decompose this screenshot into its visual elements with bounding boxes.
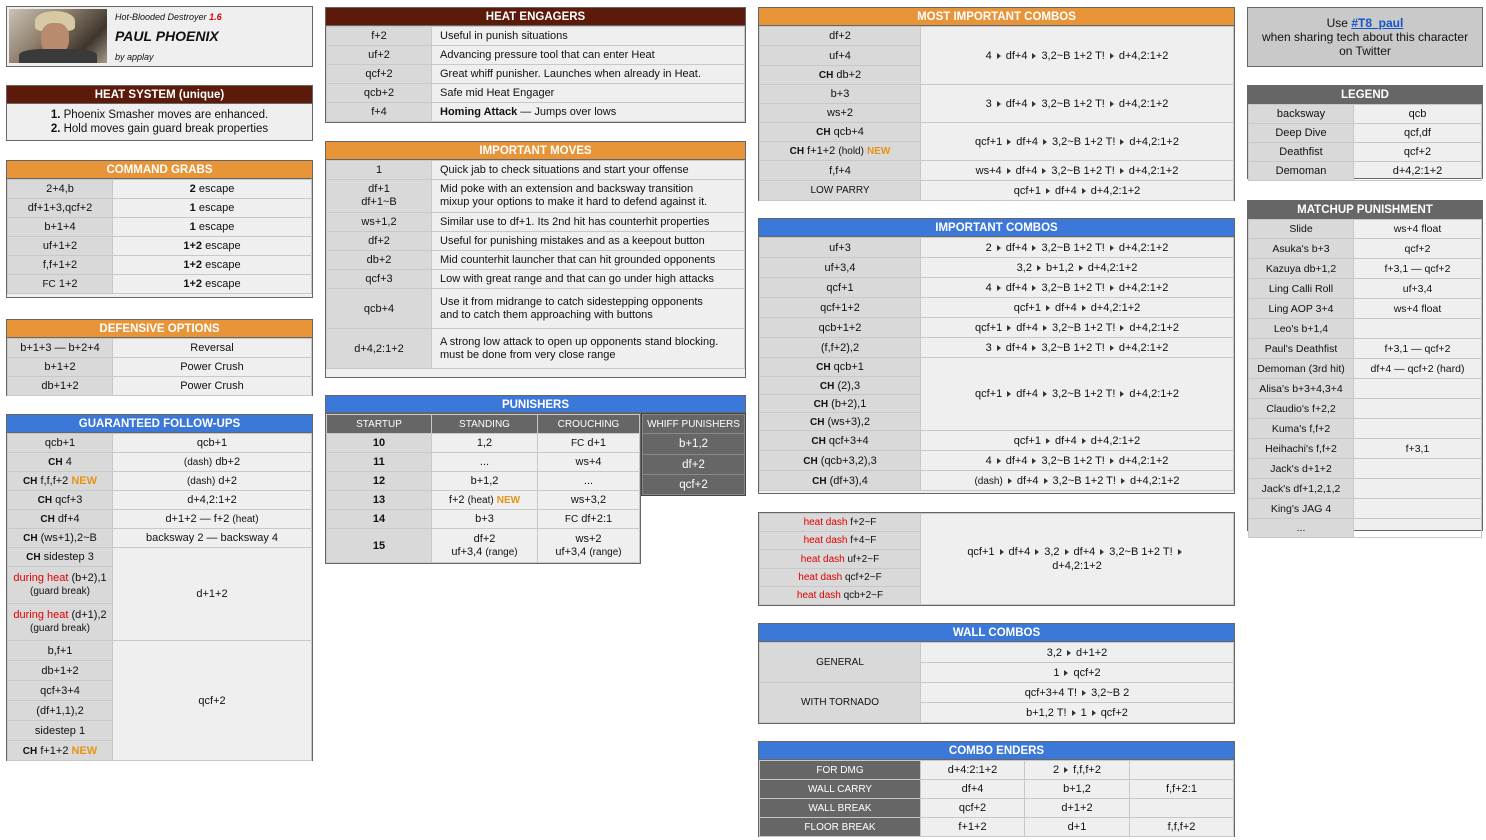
table-row: CH qcb+1 qcf+1 df+4 3,2~B 1+2 T! d+4,2:1+2 — [760, 358, 1234, 377]
heat-system-title: HEAT SYSTEM (unique) — [7, 86, 312, 104]
table-row: CH qcf+3+4 qcf+1 df+4 d+4,2:1+2 — [760, 431, 1234, 451]
table-row: qcb+4 Use it from midrange to catch sidestepping opponents and to catch them approaching with buttons — [327, 289, 745, 329]
table-row: f+2 Useful in punish situations — [327, 27, 745, 46]
table-row: CH f+1+2 (hold) NEW — [760, 142, 1234, 161]
table-row: qcf+2 — [643, 475, 745, 495]
table-row: f,f+1+2 1+2 escape — [8, 256, 312, 275]
combo-enders-title: COMBO ENDERS — [759, 742, 1234, 760]
whiff-header-row: WHIFF PUNISHERS — [643, 415, 745, 434]
most-important-combos-title: MOST IMPORTANT COMBOS — [759, 8, 1234, 26]
table-row: GENERAL 3,2 d+1+2 — [760, 643, 1234, 663]
table-row: CH qcb+4 qcf+1 df+4 3,2~B 1+2 T! d+4,2:1+2 — [760, 123, 1234, 142]
table-row: WITH TORNADO qcf+3+4 T! 3,2~B 2 — [760, 683, 1234, 703]
table-row: 1 Quick jab to check situations and start your offense — [327, 161, 745, 180]
table-row: f+4 Homing Attack — Jumps over lows — [327, 103, 745, 122]
guaranteed-followups-panel — [6, 414, 313, 761]
table-row: WALL CARRY df+4 b+1,2 f,f+2:1 — [760, 780, 1234, 799]
table-row: (df+1,1),2 — [8, 701, 312, 721]
table-row: LOW PARRY qcf+1 df+4 d+4,2:1+2 — [760, 181, 1234, 201]
author-label: by applay — [115, 52, 154, 62]
table-row: 10 1,2 FC d+1 — [327, 434, 640, 453]
heat-engagers-panel — [325, 7, 746, 123]
table-row: ws+1,2 Similar use to df+1. Its 2nd hit has counterhit properties — [327, 213, 745, 232]
table-row: qcf+1 4 df+4 3,2~B 1+2 T! d+4,2:1+2 — [760, 278, 1234, 298]
character-name: PAUL PHOENIX — [115, 28, 219, 44]
table-row: uf+1+2 1+2 escape — [8, 237, 312, 256]
table-row: (f,f+2),2 3 df+4 3,2~B 1+2 T! d+4,2:1+2 — [760, 338, 1234, 358]
table-row: Kazuya db+1,2 f+3,1 — qcf+2 — [1249, 259, 1482, 279]
table-row: Kuma's f,f+2 — [1249, 419, 1482, 439]
character-portrait — [9, 9, 107, 63]
legend-panel — [1247, 85, 1483, 179]
table-row: Ling Calli Roll uf+3,4 — [1249, 279, 1482, 299]
table-row: db+1+2 Power Crush — [8, 377, 312, 396]
heat-system-line-2: 2. Hold moves gain guard break properties — [50, 123, 269, 135]
table-row: Jack's df+1,2,1,2 — [1249, 479, 1482, 499]
table-row: df+2 — [643, 455, 745, 475]
table-row: Demoman (3rd hit) df+4 — qcf+2 (hard) — [1249, 359, 1482, 379]
table-row: CH (2),3 — [760, 377, 1234, 395]
heat-engagers-title: HEAT ENGAGERS — [326, 8, 745, 26]
table-row: FOR DMG d+4:2:1+2 2 f,f,f+2 — [760, 761, 1234, 780]
table-row: CH (ws+3),2 — [760, 413, 1234, 431]
tech-sharing-banner: Use #T8_paul when sharing tech about this character on Twitter — [1247, 7, 1483, 67]
table-row: Paul's Deathfist f+3,1 — qcf+2 — [1249, 339, 1482, 359]
combo-enders-panel — [758, 741, 1235, 837]
table-row: db+1+2 — [8, 661, 312, 681]
table-row: WALL BREAK qcf+2 d+1+2 — [760, 799, 1234, 818]
table-row: uf+3,4 3,2 b+1,2 d+4,2:1+2 — [760, 258, 1234, 278]
table-row: Asuka's b+3 qcf+2 — [1249, 239, 1482, 259]
version-label: 1.6 — [209, 12, 222, 22]
table-row: Deathfist qcf+2 — [1249, 143, 1482, 162]
heat-dash-combos-panel — [758, 512, 1235, 606]
command-grabs-title: COMMAND GRABS — [7, 161, 312, 179]
hashtag-link[interactable]: #T8_paul — [1351, 16, 1404, 30]
table-row: b,f+1 qcf+2 — [8, 641, 312, 661]
wall-combos-title: WALL COMBOS — [759, 624, 1234, 642]
table-row: Deep Dive qcf,df — [1249, 124, 1482, 143]
table-row: 14 b+3 FC df+2:1 — [327, 510, 640, 529]
table-row: qcb+1+2 qcf+1 df+4 3,2~B 1+2 T! d+4,2:1+2 — [760, 318, 1234, 338]
wall-combos-panel — [758, 623, 1235, 724]
table-row: heat dash qcb+2~F — [760, 587, 1234, 605]
table-row: Alisa's b+3+4,3+4 — [1249, 379, 1482, 399]
table-row: King's JAG 4 — [1249, 499, 1482, 519]
table-row: b+1,2 T! 1 qcf+2 — [760, 703, 1234, 723]
important-moves-panel — [325, 141, 746, 378]
table-row: b+1+2 Power Crush — [8, 358, 312, 377]
character-subtitle: Hot-Blooded Destroyer — [115, 12, 207, 22]
punishers-panel — [325, 395, 746, 568]
table-row: FC 1+2 1+2 escape — [8, 275, 312, 294]
table-row: qcf+3+4 — [8, 681, 312, 701]
defensive-options-panel — [6, 319, 313, 396]
table-row: heat dash f+4~F — [760, 532, 1234, 550]
most-important-combos-panel — [758, 7, 1235, 201]
table-row: df+2 Useful for punishing mistakes and as a keepout button — [327, 232, 745, 251]
table-row: 13 f+2 (heat) NEW ws+3,2 — [327, 491, 640, 510]
table-row: b+3 3 df+4 3,2~B 1+2 T! d+4,2:1+2 — [760, 85, 1234, 104]
followups-title: GUARANTEED FOLLOW-UPS — [7, 415, 312, 433]
table-row: CH db+2 — [760, 66, 1234, 85]
table-row: qcb+1 qcb+1 — [8, 434, 312, 453]
table-row: uf+4 — [760, 46, 1234, 66]
table-row: df+1 df+1~B Mid poke with an extension and backsway transition mixup your options to make it hard to defend against it. — [327, 180, 745, 213]
table-row: during heat (b+2),1 (guard break) — [8, 567, 312, 604]
table-row: CH f,f,f+2 NEW (dash) d+2 — [8, 472, 312, 491]
table-row: CH (b+2),1 — [760, 395, 1234, 413]
table-row: CH sidestep 3 d+1+2 — [8, 548, 312, 567]
table-row: uf+3 2 df+4 3,2~B 1+2 T! d+4,2:1+2 — [760, 238, 1234, 258]
table-row: b+1+4 1 escape — [8, 218, 312, 237]
table-row: Leo's b+1,4 — [1249, 319, 1482, 339]
table-row: CH f+1+2 NEW — [8, 741, 312, 761]
table-row: CH (df+3),4 (dash) df+4 3,2~B 1+2 T! d+4,2:1+2 — [760, 471, 1234, 491]
command-grabs-panel — [6, 160, 313, 298]
punishers-title: PUNISHERS — [325, 395, 746, 413]
table-row: qcb+2 Safe mid Heat Engager — [327, 84, 745, 103]
important-combos-title: IMPORTANT COMBOS — [759, 219, 1234, 237]
table-row: 12 b+1,2 ... — [327, 472, 640, 491]
matchup-punishment-panel — [1247, 200, 1483, 534]
matchup-title: MATCHUP PUNISHMENT — [1248, 201, 1482, 219]
table-row: Ling AOP 3+4 ws+4 float — [1249, 299, 1482, 319]
legend-title: LEGEND — [1248, 86, 1482, 104]
table-row: during heat (d+1),2 (guard break) — [8, 604, 312, 641]
heat-system-line-1: 1. Phoenix Smasher moves are enhanced. — [50, 109, 269, 121]
table-row: heat dash qcf+2~F — [760, 569, 1234, 587]
table-row: Jack's d+1+2 — [1249, 459, 1482, 479]
heat-system-panel — [6, 85, 313, 141]
table-row: Demoman d+4,2:1+2 — [1249, 162, 1482, 181]
important-combos-panel — [758, 218, 1235, 494]
table-row: df+2 4 df+4 3,2~B 1+2 T! d+4,2:1+2 — [760, 27, 1234, 46]
table-row: FLOOR BREAK f+1+2 d+1 f,f,f+2 — [760, 818, 1234, 837]
table-row: df+1+3,qcf+2 1 escape — [8, 199, 312, 218]
table-row: 1 qcf+2 — [760, 663, 1234, 683]
table-row: sidestep 1 — [8, 721, 312, 741]
table-row: b+1,2 — [643, 434, 745, 455]
table-row: heat dash uf+2~F — [760, 550, 1234, 569]
table-row: 11 ... ws+4 — [327, 453, 640, 472]
table-row: 2+4,b 2 escape — [8, 180, 312, 199]
table-row: Slide ws+4 float — [1249, 220, 1482, 239]
title-card — [6, 6, 313, 67]
punishers-header-row: STARTUP STANDING CROUCHING — [327, 415, 640, 434]
table-row: qcf+2 Great whiff punisher. Launches when already in Heat. — [327, 65, 745, 84]
table-row: CH 4 (dash) db+2 — [8, 453, 312, 472]
table-row: heat dash f+2~F qcf+1 df+4 3,2 df+4 3,2~B 1+2 T! d+4,2:1+2 — [760, 514, 1234, 532]
important-moves-title: IMPORTANT MOVES — [326, 142, 745, 160]
table-row: CH (ws+1),2~B backsway 2 — backsway 4 — [8, 529, 312, 548]
table-row: CH df+4 d+1+2 — f+2 (heat) — [8, 510, 312, 529]
defensive-options-title: DEFENSIVE OPTIONS — [7, 320, 312, 338]
table-row: ws+2 — [760, 104, 1234, 123]
table-row: qcf+3 Low with great range and that can go under high attacks — [327, 270, 745, 289]
table-row: f,f+4 ws+4 df+4 3,2~B 1+2 T! d+4,2:1+2 — [760, 161, 1234, 181]
table-row: CH qcf+3 d+4,2:1+2 — [8, 491, 312, 510]
table-row: uf+2 Advancing pressure tool that can enter Heat — [327, 46, 745, 65]
table-row: Heihachi's f,f+2 f+3,1 — [1249, 439, 1482, 459]
table-row: b+1+3 — b+2+4 Reversal — [8, 339, 312, 358]
table-row: ... — [1249, 519, 1482, 538]
table-row: backsway qcb — [1249, 105, 1482, 124]
table-row: 15 df+2 uf+3,4 (range) ws+2 uf+3,4 (range) — [327, 529, 640, 563]
table-row: qcf+1+2 qcf+1 df+4 d+4,2:1+2 — [760, 298, 1234, 318]
table-row: Claudio's f+2,2 — [1249, 399, 1482, 419]
table-row: CH (qcb+3,2),3 4 df+4 3,2~B 1+2 T! d+4,2:1+2 — [760, 451, 1234, 471]
table-row: d+4,2:1+2 A strong low attack to open up opponents stand blocking. must be done from very close range — [327, 329, 745, 369]
table-row: db+2 Mid counterhit launcher that can hit grounded opponents — [327, 251, 745, 270]
